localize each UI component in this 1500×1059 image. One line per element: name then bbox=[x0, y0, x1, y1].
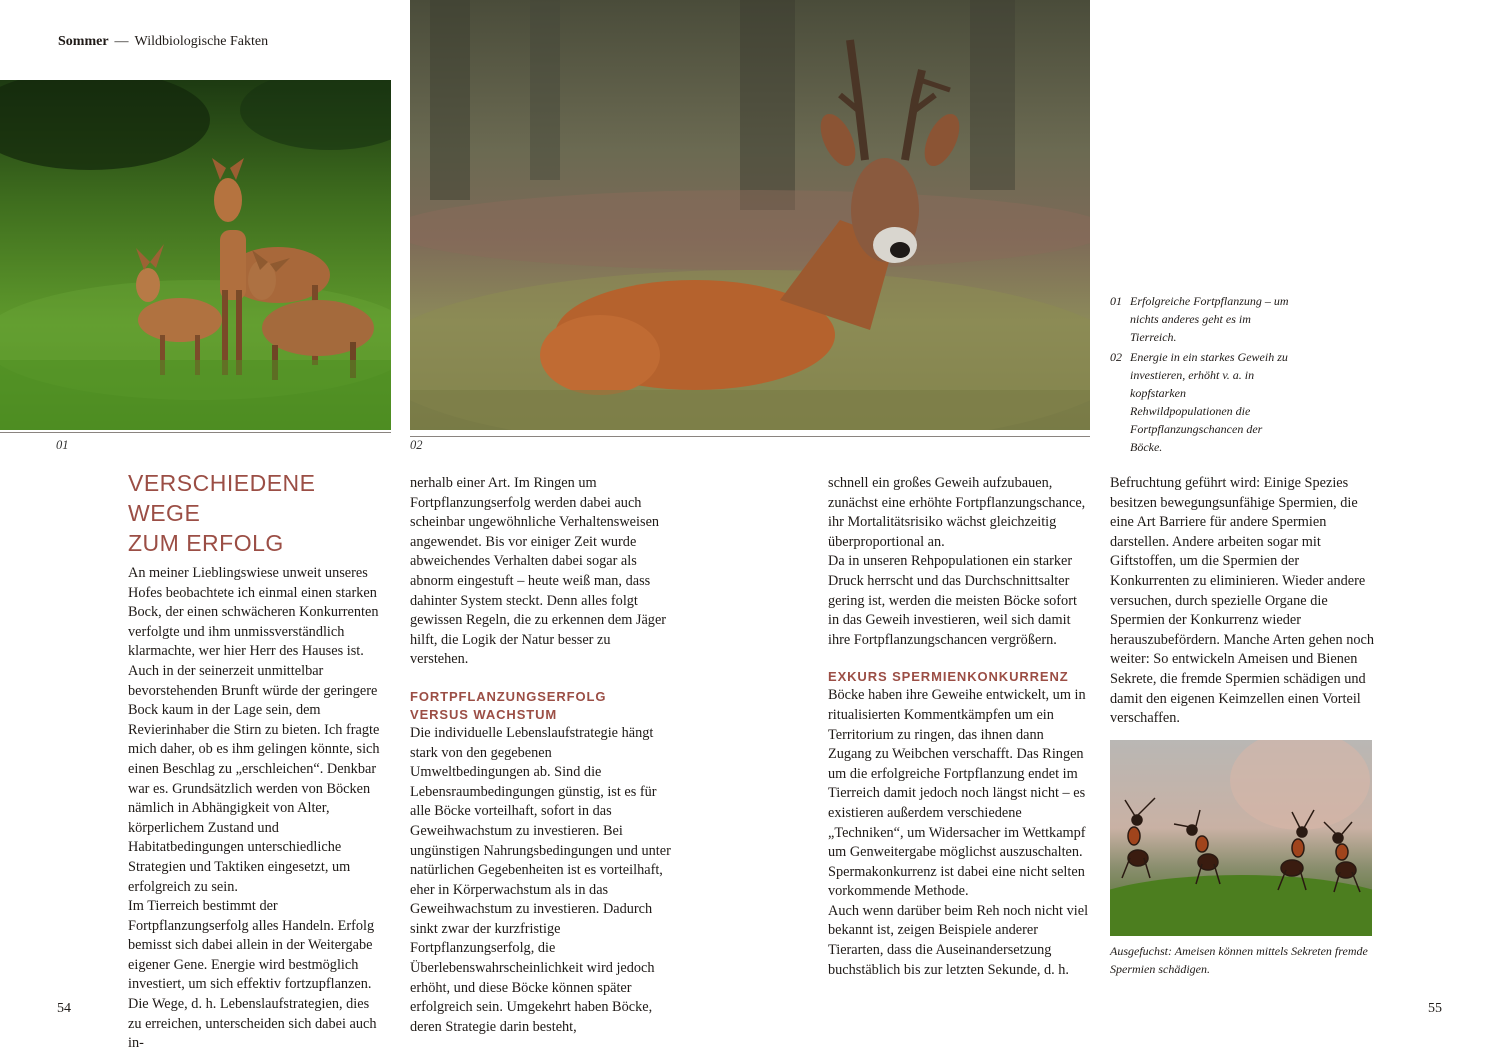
fig2-rule bbox=[410, 436, 1090, 437]
subheading-fortpflanzung bbox=[410, 688, 672, 724]
photo-captions bbox=[1110, 292, 1290, 458]
paragraph: An meiner Lieblingswiese unweit unseres Hofes beobachtete ich einmal einen starken Bock, der einen schwächeren Konkurrenten verfolgte und ihm unmissverständlich klarmachte, wer hier Herr des Hauses ist. Auch in der seinerzeit unmittelbar bevorstehenden Brunft würde der geringere Bock kaum in der Lage sein, dem Revierinhaber die Stirn zu bieten. Ich fragte mich daher, ob es ihm gelingen könnte, sich einen Beschlag zu „erschleichen“. Denkbar war es. Grundsätzlich werden von Böcken nämlich in Abhängigkeit von Alter, körperlichem Zustand und Habitatbedingungen unterschiedliche Strategien und Taktiken eingesetzt, um erfolgreich zu sein. bbox=[128, 565, 380, 895]
fig1-rule bbox=[0, 432, 391, 433]
page-number-left: 54 bbox=[57, 1001, 71, 1016]
article-title-line2: ZUM ERFOLG bbox=[128, 530, 284, 556]
subheading-spermienkonkurrenz: EXKURS SPERMIENKONKURRENZ bbox=[828, 669, 1069, 685]
subheading-line1: FORTPFLANZUNGSERFOLG bbox=[410, 688, 607, 704]
subheading-line2: VERSUS WACHSTUM bbox=[410, 706, 558, 722]
paragraph: Auch wenn darüber beim Reh noch nicht viel bekannt ist, zeigen Beispiele anderer Tierarten, dass die Auseinandersetzung buchstäblich bis zur letzten Sekunde, d. h. bbox=[828, 902, 1089, 978]
text-column-3 bbox=[828, 474, 1090, 980]
running-header bbox=[58, 34, 268, 50]
photo-deer-family-image bbox=[0, 80, 391, 430]
text-column-2 bbox=[410, 474, 672, 1037]
photo-ants bbox=[1110, 740, 1372, 936]
photo-deer-family bbox=[0, 80, 391, 430]
paragraph: Die individuelle Lebenslaufstrategie hängt stark von den gegebenen Umweltbedingungen ab. Sind die Lebensraumbedingungen günstig, ist es für alle Böcke vorteilhaft, sofort in das Geweihwachstum zu investieren. Bei ungünstigen Nahrungsbedingungen und unter natürlichen Gegebenheiten ist es vorteilhaft, eher in Körperwachstum als in das Geweihwachstum zu investieren. Dadurch sinkt zwar der kurzfristige Fortpflanzungserfolg, die Überlebenswahrscheinlichkeit wird jedoch erhöht, und diese Böcke können später erfolgreich sein. Umgekehrt haben Böcke, deren Strategie darin besteht, bbox=[410, 724, 671, 1035]
caption-01-text: Erfolgreiche Fortpflanzung – um nichts anderes geht es im Tierreich. bbox=[1130, 294, 1289, 344]
ants-caption: Ausgefuchst: Ameisen können mittels Sekreten fremde Spermien schädigen. bbox=[1110, 944, 1368, 976]
chapter-name: Sommer bbox=[58, 34, 109, 49]
paragraph: nerhalb einer Art. Im Ringen um Fortpflanzungserfolg werden dabei auch scheinbar ungewöhnliche Verhaltensweisen angewendet. Bis vor einiger Zeit wurde abweichendes Verhalten dabei sogar als abnorm eingestuft – heute weiß man, dass dahinter System steckt. Denn alles folgt gewissen Regeln, die zu erkennen dem Jäger hilft, die Logik der Natur besser zu verstehen. bbox=[410, 475, 667, 668]
caption-02-number: 02 bbox=[1110, 350, 1122, 364]
caption-01 bbox=[1110, 292, 1290, 346]
paragraph: Im Tierreich bestimmt der Fortpflanzungserfolg alles Handeln. Erfolg bemisst sich dabei allein in der Weitergabe eigener Gene. Energie wird bestmöglich investiert, um sich effektiv fortzupflanzen. bbox=[128, 898, 375, 993]
text-column-4 bbox=[1110, 474, 1375, 729]
fig2-label: 02 bbox=[410, 438, 423, 452]
photo-roebuck-image bbox=[410, 0, 1090, 430]
paragraph: Befruchtung geführt wird: Einige Spezies besitzen bewegungsunfähige Spermien, die eine Art Barriere für andere Spermien darstellen. Andere arbeiten sogar mit Giftstoffen, um die Spermien der Konkurrenten zu eliminieren. Wieder andere versuchen, durch spezielle Organe die Spermien der Konkurrenz wieder herauszubefördern. Manche Arten gehen noch weiter: So entwickeln Ameisen und Bienen Sekrete, die fremde Spermien schädigen und damit den eigenen Keimzellen einen Vorteil verschaffen. bbox=[1110, 475, 1374, 727]
paragraph: Böcke haben ihre Geweihe entwickelt, um in ritualisierten Kommentkämpfen um ein Territorium zu ringen, das ihnen dann Zugang zu Weibchen verschafft. Das Ringen um die erfolgreiche Fortpflanzung endet im Tierreich damit jedoch noch längst nicht – es existieren außerdem verschiedene „Techniken“, um Widersacher im Wettkampf um Genweitergabe möglichst auszuschalten. Spermakonkurrenz ist dabei eine nicht selten vorkommende Methode. bbox=[828, 687, 1086, 900]
header-separator: — bbox=[114, 34, 129, 49]
fig1-label: 01 bbox=[56, 438, 69, 452]
caption-01-number: 01 bbox=[1110, 294, 1122, 308]
article-title bbox=[128, 468, 385, 558]
section-name: Wildbiologische Fakten bbox=[134, 34, 269, 49]
paragraph: Die Wege, d. h. Lebenslaufstrategien, dies zu erreichen, unterscheiden sich dabei auch in- bbox=[128, 996, 377, 1052]
paragraph: Da in unseren Rehpopulationen ein starker Druck herrscht und das Durchschnittsalter gering ist, werden die meisten Böcke sofort in das Geweih investieren, weil sich damit ihre Fortpflanzungschancen vergrößern. bbox=[828, 553, 1077, 648]
photo-ants-image bbox=[1110, 740, 1372, 936]
paragraph: schnell ein großes Geweih aufzubauen, zunächst eine erhöhte Fortpflanzungschance, ihr Mortalitätsrisiko wächst gleichzeitig überproportional an. bbox=[828, 475, 1086, 550]
article-title-line1: VERSCHIEDENE WEGE bbox=[128, 470, 316, 526]
caption-02 bbox=[1110, 348, 1290, 456]
page-number-right: 55 bbox=[1428, 1001, 1442, 1016]
photo-roebuck bbox=[410, 0, 1090, 430]
caption-02-text: Energie in ein starkes Geweih zu investieren, erhöht v. a. in kopfstarken Rehwildpopulationen die Fortpflanzungschancen der Böcke. bbox=[1130, 350, 1288, 454]
text-column-1 bbox=[128, 468, 385, 1054]
